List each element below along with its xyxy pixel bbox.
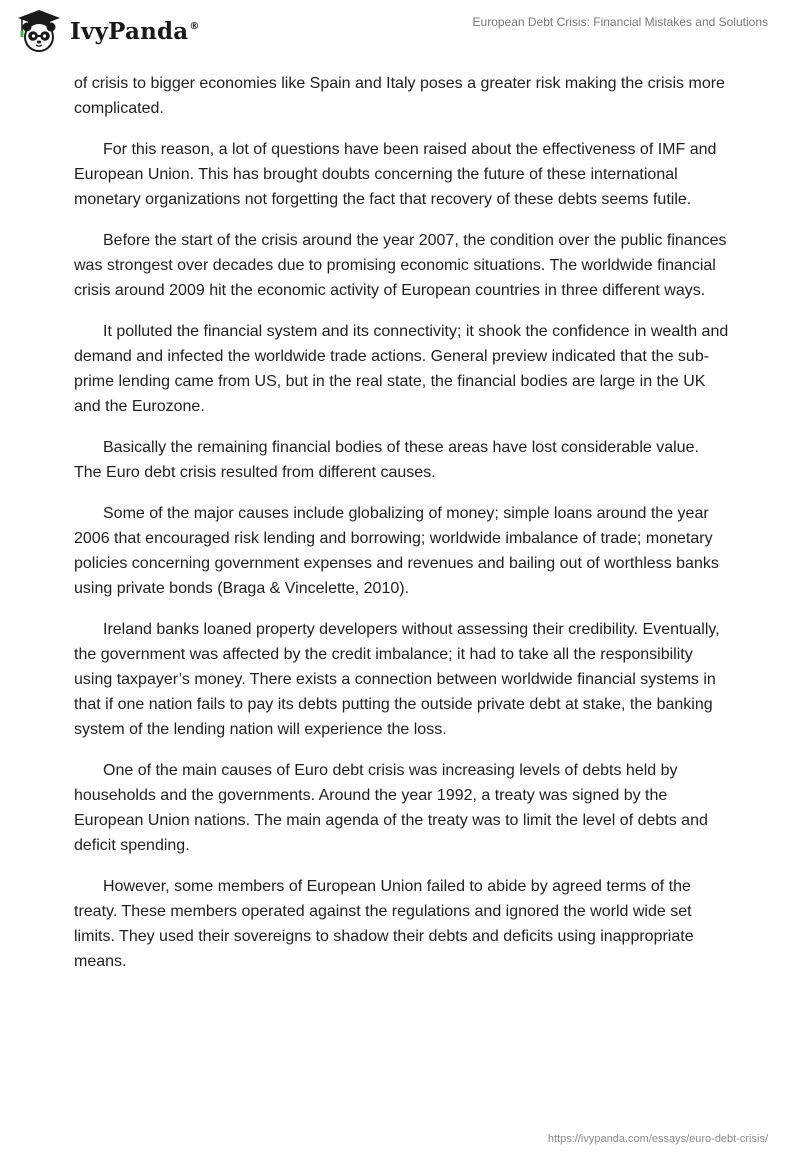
paragraph: Before the start of the crisis around the year 2007, the condition over the public finances was strongest over decades due to promising economic situations. The worldwide financial crisis around 2009 hit the economic activity of European countries in three different ways. <box>74 232 727 299</box>
page-header <box>0 0 800 64</box>
paragraph: It polluted the financial system and its connectivity; it shook the confidence in wealth and demand and infected the worldwide trade actions. General preview indicated that the sub-prime lending came from US, but in the real state, the financial bodies are large in the UK and the Eurozone. <box>74 323 729 415</box>
paragraph: Basically the remaining financial bodies of these areas have lost considerable value. The Euro debt crisis resulted from different causes. <box>74 439 699 481</box>
brand-logo[interactable] <box>14 8 200 54</box>
article-body <box>74 71 730 990</box>
paragraph: However, some members of European Union failed to abide by agreed terms of the treaty. These members operated against the regulations and ignored the world wide set limits. They used their sovereigns to shadow their debts and deficits using inappropriate means. <box>74 878 694 970</box>
panda-graduation-cap-icon <box>14 8 64 54</box>
paragraph: Ireland banks loaned property developers without assessing their credibility. Eventually, the government was affected by the credit imbalance; it had to take all the responsibility using taxpayer’s money. There exists a connection between worldwide financial systems in that if one nation fails to pay its debts putting the outside private debt at stake, the banking system of the lending nation will experience the loss. <box>74 621 720 738</box>
document-title: European Debt Crisis: Financial Mistakes and Solutions <box>472 15 768 29</box>
source-url-link[interactable]: https://ivypanda.com/essays/euro-debt-crisis/ <box>547 1133 768 1145</box>
paragraph: For this reason, a lot of questions have been raised about the effectiveness of IMF and European Union. This has brought doubts concerning the future of these international monetary organizations not forgetting the fact that recovery of these debts seems futile. <box>74 141 717 208</box>
paragraph: Some of the major causes include globalizing of money; simple loans around the year 2006 that encouraged risk lending and borrowing; worldwide imbalance of trade; monetary policies concerning government expenses and revenues and bailing out of worthless banks using private bonds (Braga & Vincelette, 2010). <box>74 505 719 597</box>
paragraph: One of the main causes of Euro debt crisis was increasing levels of debts held by households and the governments. Around the year 1992, a treaty was signed by the European Union nations. The main agenda of the treaty was to limit the level of debts and deficit spending. <box>74 762 708 854</box>
brand-name: IvyPanda® <box>70 17 200 45</box>
paragraph: of crisis to bigger economies like Spain and Italy poses a greater risk making the crisis more complicated. <box>74 75 725 117</box>
